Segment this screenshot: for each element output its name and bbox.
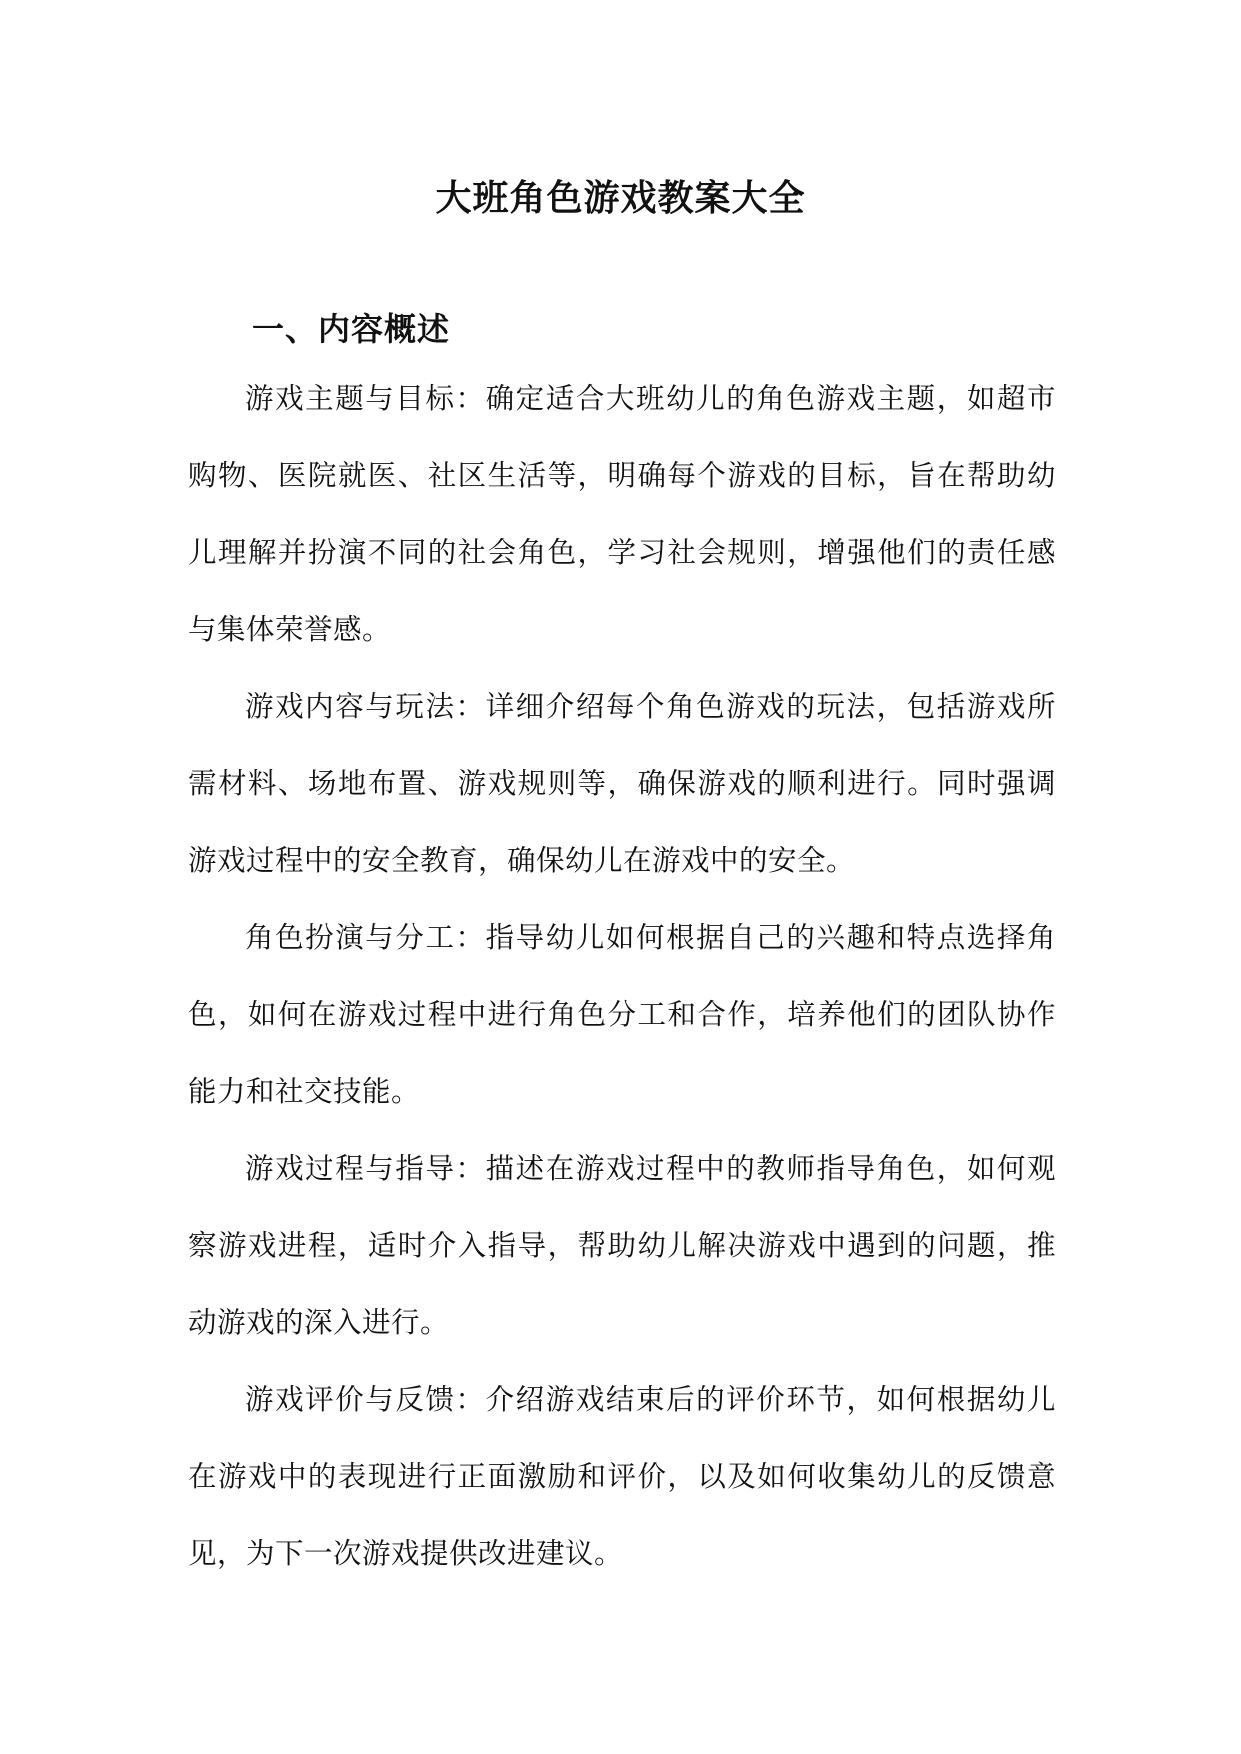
document-title: 大班角色游戏教案大全 [435,177,806,220]
paragraph-game-process: 游戏过程与指导：描述在游戏过程中的教师指导角色，如何观察游戏进程，适时介入指导，帮助幼儿解决游戏中遇到的问题，推动游戏的深入进行。 [188,1152,1056,1339]
paragraph-game-content: 游戏内容与玩法：详细介绍每个角色游戏的玩法，包括游戏所需材料、场地布置、游戏规则等，确保游戏的顺利进行。同时强调游戏过程中的安全教育，确保幼儿在游戏中的安全。 [188,690,1056,877]
paragraph-game-theme: 游戏主题与目标：确定适合大班幼儿的角色游戏主题，如超市购物、医院就医、社区生活等，明确每个游戏的目标，旨在帮助幼儿理解并扮演不同的社会角色，学习社会规则，增强他们的责任感与集体荣誉感。 [188,382,1056,646]
section-heading: 一、内容概述 [252,309,451,348]
section-body [188,360,1056,1592]
paragraph-game-evaluation: 游戏评价与反馈：介绍游戏结束后的评价环节，如何根据幼儿在游戏中的表现进行正面激励和评价，以及如何收集幼儿的反馈意见，为下一次游戏提供改进建议。 [188,1383,1056,1570]
paragraph-role-play: 角色扮演与分工：指导幼儿如何根据自己的兴趣和特点选择角色，如何在游戏过程中进行角色分工和合作，培养他们的团队协作能力和社交技能。 [188,921,1056,1108]
